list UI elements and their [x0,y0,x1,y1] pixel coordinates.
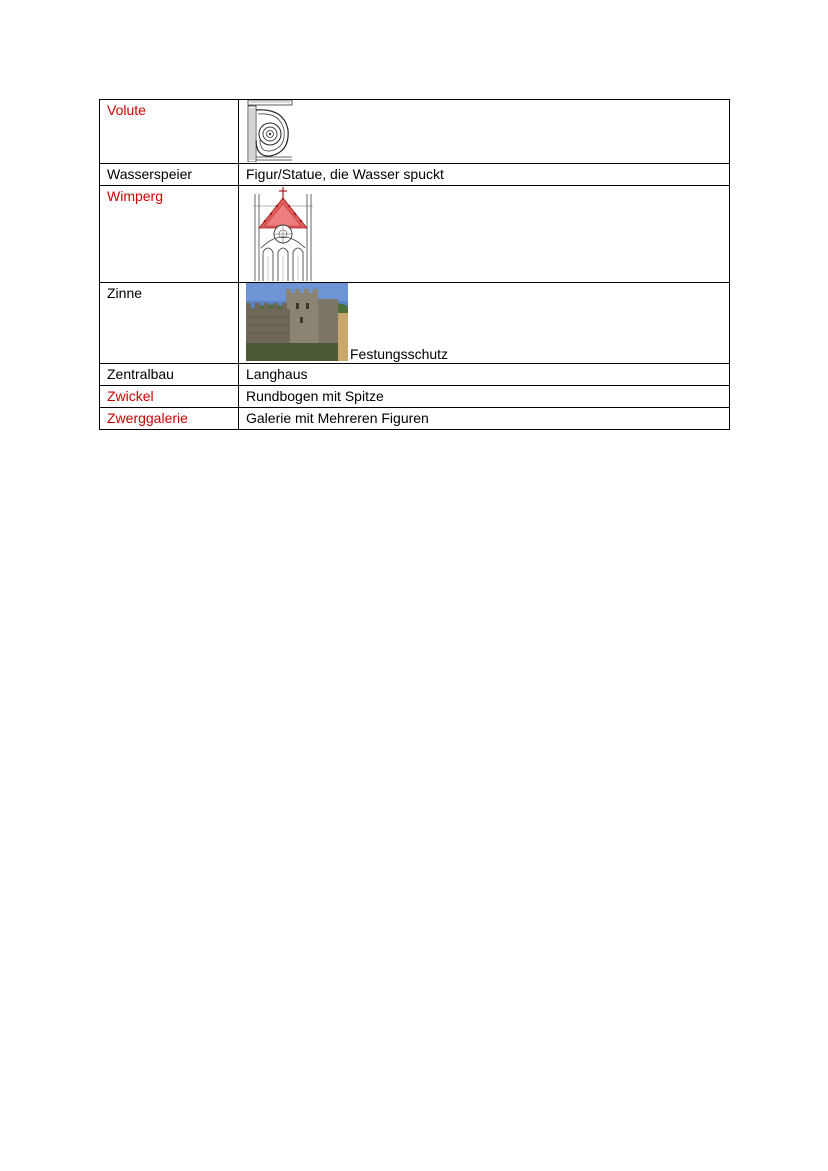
term-cell [100,386,239,408]
term-label: Zwickel [107,388,154,404]
term-label: Zentralbau [107,366,174,382]
definition-text: Rundbogen mit Spitze [246,388,384,404]
glossary-table [99,99,730,430]
definition-text: Galerie mit Mehreren Figuren [246,410,429,426]
term-cell [100,186,239,283]
term-label: Volute [107,102,146,118]
table-row [100,386,730,408]
term-label: Wimperg [107,188,164,204]
definition-cell [239,408,730,430]
term-cell [100,408,239,430]
table-row [100,283,730,364]
definition-text: Langhaus [246,366,308,382]
table-row [100,164,730,186]
term-cell [100,164,239,186]
definition-text: Festungsschutz [350,346,449,362]
definition-cell [239,364,730,386]
definition-cell [239,186,730,283]
definition-cell [239,164,730,186]
table-row [100,186,730,283]
term-label: Wasserspeier [107,166,193,182]
definition-cell [239,100,730,164]
term-cell [100,364,239,386]
term-cell [100,100,239,164]
term-label: Zinne [107,285,143,301]
volute-illustration [246,100,296,162]
term-cell [100,283,239,364]
definition-text: Figur/Statue, die Wasser spuckt [246,166,444,182]
gothic-gable-illustration [251,186,317,281]
definition-cell [239,386,730,408]
table-row [100,100,730,164]
definition-cell [239,283,730,364]
table-row [100,408,730,430]
castle-battlement-photo [246,283,348,361]
table-row [100,364,730,386]
term-label: Zwerggalerie [107,410,188,426]
